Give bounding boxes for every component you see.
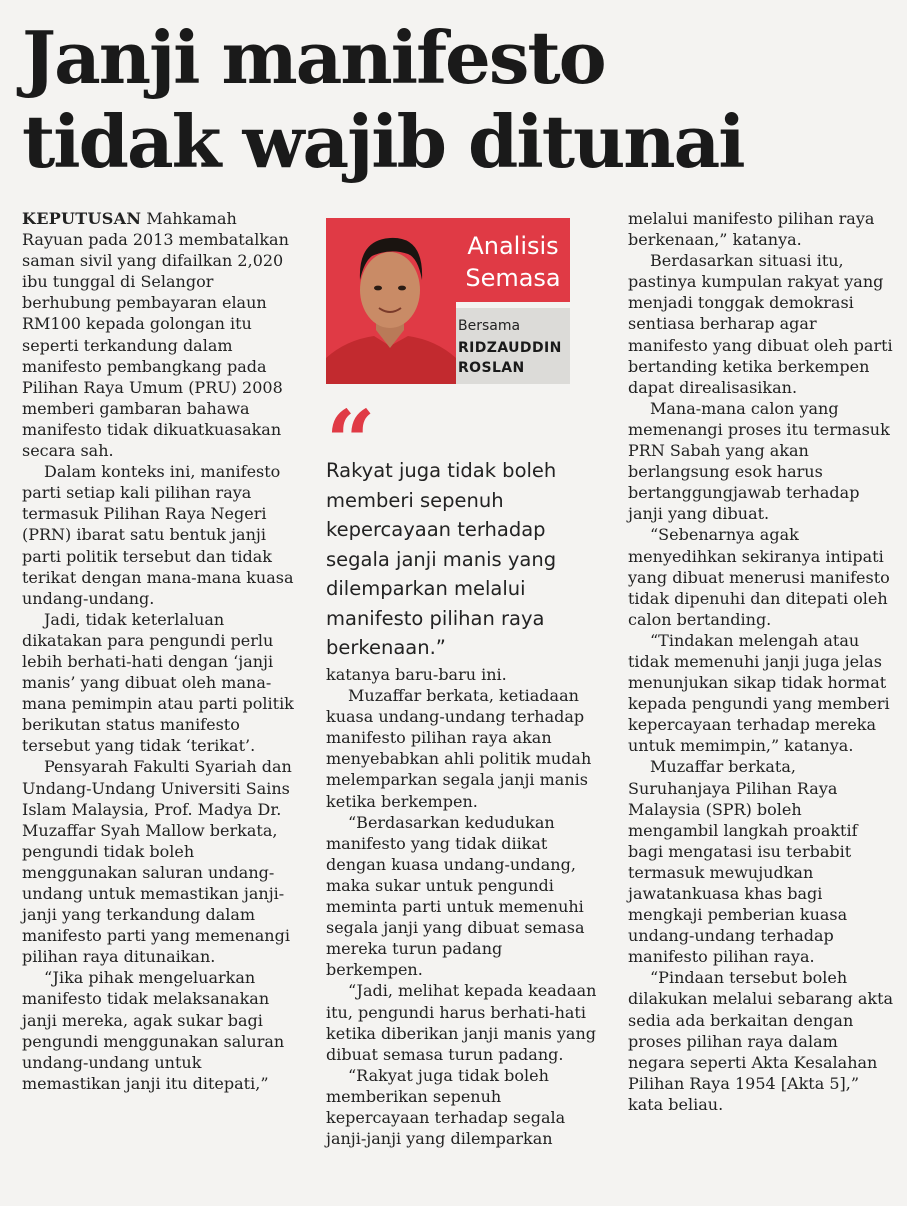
headline-line-2: tidak wajib ditunai [22, 99, 744, 184]
paragraph: “Sebenarnya agak menyedihkan sekiranya intipati yang dibuat menerusi manifesto tidak dipenuhi dan ditepati oleh calon bertanding. [628, 525, 890, 629]
paragraph: “Pindaan tersebut boleh dilakukan melalui sebarang akta sedia ada berkaitan dengan proses pilihan raya dalam negara seperti Akta Kesalahan Pilihan Raya 1954 [Akta 5],” kata beliau. [628, 968, 894, 1114]
author-name-line-1: RIDZAUDDIN [458, 340, 562, 356]
paragraph: Pensyarah Fakulti Syariah dan Undang-Undang Universiti Sains Islam Malaysia, Prof. Madya Dr. Muzaffar Syah Mallow berkata, pengundi tidak boleh menggunakan saluran undang-undang untuk memastikan janji-janji yang terkandung dalam manifesto parti yang memenangi pilihan raya ditunaikan. [22, 757, 292, 967]
author-photo [326, 218, 456, 384]
columnist-box [326, 218, 570, 384]
paragraph: Jadi, tidak keterlaluan dikatakan para pengundi perlu lebih berhati-hati dengan ‘janji manis’ yang dibuat oleh mana-mana pemimpin atau parti politik berikutan status manifesto tersebut yang tidak ‘terikat’. [22, 609, 294, 756]
quote-mark-icon: “ [326, 400, 376, 460]
paragraph: melalui manifesto pilihan raya berkenaan,” katanya. [628, 209, 875, 250]
author-name-line-2: ROSLAN [458, 360, 525, 376]
paragraph: Dalam konteks ini, manifesto parti setiap kali pilihan raya termasuk Pilihan Raya Negeri (PRN) ibarat satu bentuk janji parti politik tersebut dan tidak terikat dengan mana-mana kuasa undang-undang. [22, 462, 294, 608]
pull-quote: Rakyat juga tidak boleh memberi sepenuh kepercayaan terhadap segala janji manis yang dilemparkan melalui manifesto pilihan raya berkenaan.” [326, 459, 557, 659]
paragraph: “Jika pihak mengeluarkan manifesto tidak melaksanakan janji mereka, agak sukar bagi pengundi menggunakan saluran undang-undang untuk memastikan janji itu ditepati,” [22, 968, 285, 1093]
byline [456, 308, 570, 384]
paragraph: “Tindakan melengah atau tidak memenuhi janji juga jelas menunjukan sikap tidak hormat kepada pengundi yang memberi kepercayaan terhadap mereka untuk memimpin,” katanya. [628, 630, 890, 756]
author-name [458, 338, 570, 378]
paragraph: Muzaffar berkata, Suruhanjaya Pilihan Raya Malaysia (SPR) boleh mengambil langkah proaktif bagi mengatasi isu terbabit termasuk mewujudkan jawatankuasa khas bagi mengkaji pemberian kuasa undang-undang terhadap manifesto pilihan raya. [628, 757, 858, 967]
column-label [456, 218, 570, 302]
paragraph: Berdasarkan situasi itu, pastinya kumpulan rakyat yang menjadi tonggak demokrasi sentiasa berharap agar manifesto yang dibuat oleh parti bertanding ketika berkempen dapat direalisasikan. [628, 251, 893, 397]
paragraph: “Jadi, melihat kepada keadaan itu, pengundi harus berhati-hati ketika diberikan janji manis yang dibuat semasa turun padang. [326, 981, 597, 1064]
paragraph: “Rakyat juga tidak boleh memberikan sepenuh kepercayaan terhadap segala janji-janji yang dilemparkan [326, 1065, 566, 1149]
article-column-3 [628, 208, 894, 1115]
paragraph: Muzaffar berkata, ketiadaan kuasa undang-undang terhadap manifesto pilihan raya akan menyebabkan ahli politik mudah melemparkan segala janji manis ketika berkempen. [326, 686, 592, 811]
author-portrait-icon [326, 218, 456, 384]
column-label-line-2: Semasa [465, 264, 561, 292]
paragraph: katanya baru-baru ini. [326, 665, 507, 684]
kicker: KEPUTUSAN [22, 209, 142, 228]
paragraph [22, 208, 297, 461]
paragraph: “Berdasarkan kedudukan manifesto yang tidak diikat dengan kuasa undang-undang, maka sukar untuk pengundi meminta parti untuk memenuhi segala janji yang dibuat semasa mereka turun padang berkempen. [326, 812, 585, 980]
paragraph-text: Mahkamah Rayuan pada 2013 membatalkan saman sivil yang difailkan 2,020 ibu tunggal di Selangor berhubung pembayaran elaun RM100 kepada golongan itu seperti terkandung dalam manifesto pembangkang pada Pilihan Raya Umum (PRU) 2008 memberi gambaran bahawa manifesto tidak dikuatkuasakan secara sah. [22, 209, 289, 461]
article-column-1 [22, 208, 297, 1094]
article-column-2 [326, 664, 602, 1149]
column-label-line-1: Analisis [467, 232, 559, 260]
byline-prefix: Bersama [458, 318, 521, 334]
paragraph: Mana-mana calon yang memenangi proses itu termasuk PRN Sabah yang akan berlangsung esok harus bertanggungjawab terhadap janji yang dibuat. [628, 398, 890, 524]
headline [22, 16, 892, 184]
headline-line-1: Janji manifesto [22, 15, 605, 100]
